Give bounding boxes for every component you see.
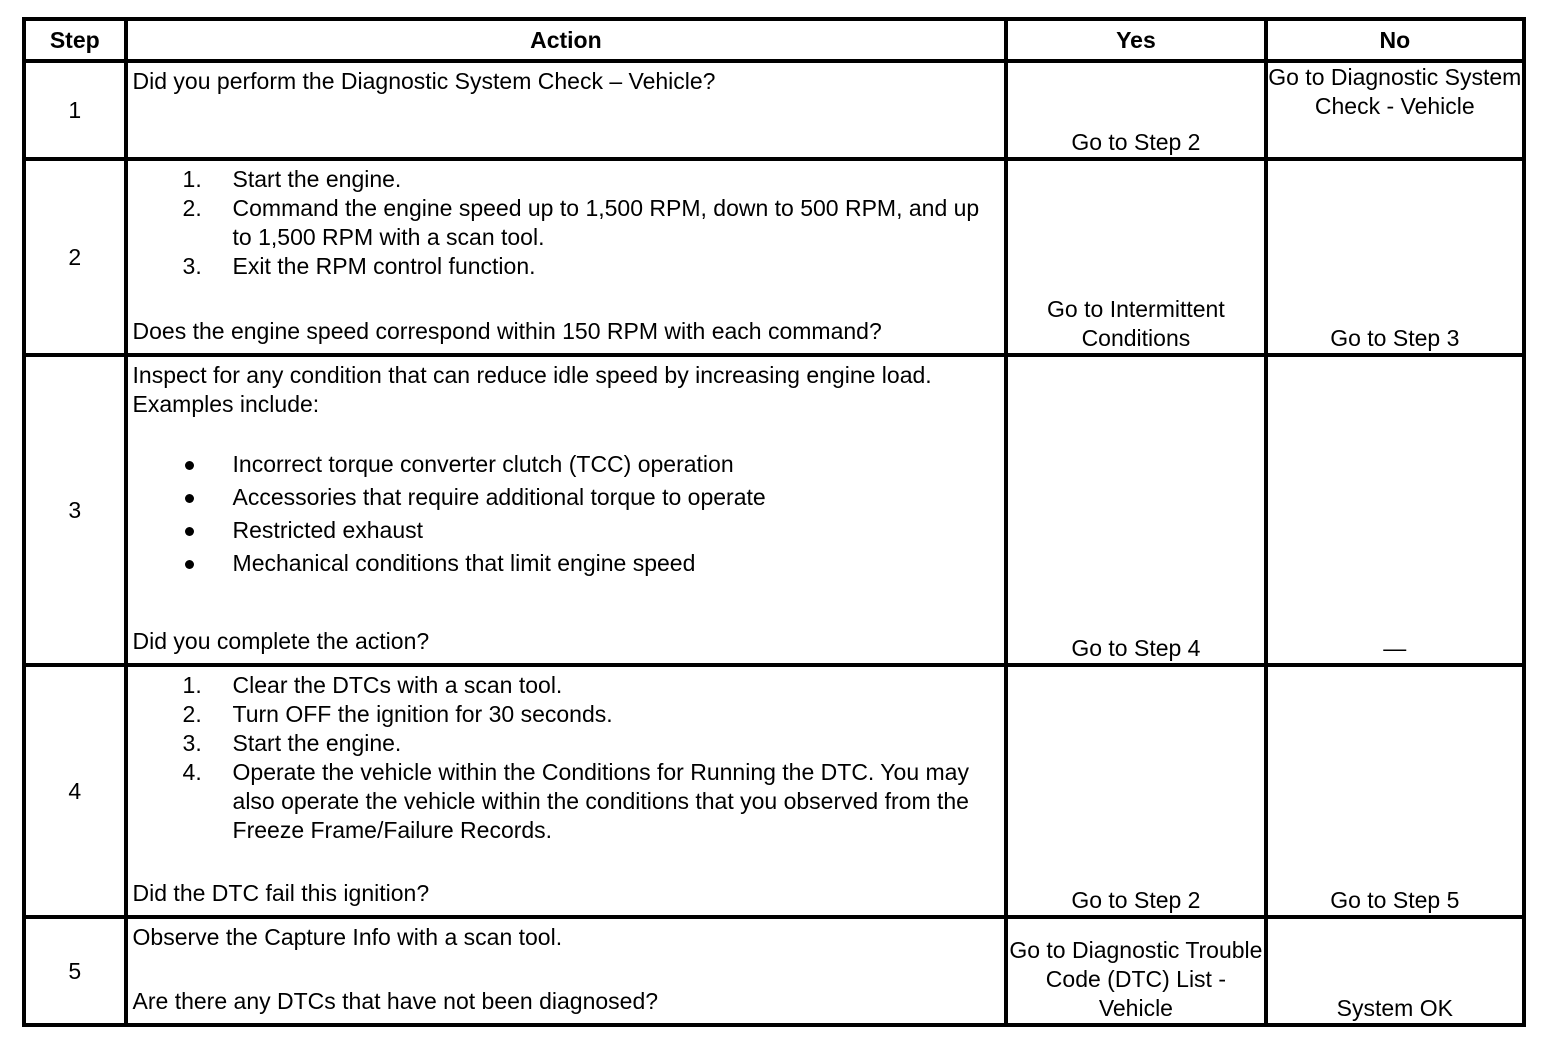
no-cell: — bbox=[1266, 355, 1524, 665]
list-item: Restricted exhaust bbox=[133, 516, 997, 545]
step-number: 1 bbox=[24, 61, 126, 159]
numbered-list bbox=[133, 165, 997, 281]
bullet-list bbox=[133, 450, 997, 582]
yes-cell: Go to Step 4 bbox=[1006, 355, 1265, 665]
list-item: 3. Exit the RPM control function. bbox=[182, 253, 536, 279]
action-text: Observe the Capture Info with a scan tool. bbox=[132, 924, 563, 950]
list-item: 3. Start the engine. bbox=[182, 730, 402, 756]
table-row bbox=[24, 917, 1524, 1025]
list-item: Incorrect torque converter clutch (TCC) operation bbox=[133, 450, 997, 479]
yes-cell: Go to Step 2 bbox=[1006, 61, 1265, 159]
header-row bbox=[24, 19, 1524, 61]
list-item: 1. Clear the DTCs with a scan tool. bbox=[182, 672, 563, 698]
list-item: Accessories that require additional torque to operate bbox=[133, 483, 997, 512]
header-yes: Yes bbox=[1006, 19, 1265, 61]
yes-cell: Go to Diagnostic Trouble Code (DTC) List - Vehicle bbox=[1006, 917, 1265, 1025]
list-item: 4. Operate the vehicle within the Conditions for Running the DTC. You may also operate the vehicle within the conditions that you observed from the Freeze Frame/Failure Records. bbox=[182, 759, 969, 843]
step-number: 5 bbox=[24, 917, 126, 1025]
no-cell: Go to Step 3 bbox=[1266, 159, 1524, 355]
question-text: Did you complete the action? bbox=[132, 628, 430, 654]
question-text: Are there any DTCs that have not been diagnosed? bbox=[132, 988, 659, 1014]
numbered-list bbox=[133, 671, 997, 845]
list-item: 2. Turn OFF the ignition for 30 seconds. bbox=[182, 701, 613, 727]
list-item: 1. Start the engine. bbox=[182, 166, 402, 192]
action-cell bbox=[126, 665, 1007, 917]
step-number: 3 bbox=[24, 355, 126, 665]
header-no: No bbox=[1266, 19, 1524, 61]
step-number: 4 bbox=[24, 665, 126, 917]
no-cell: System OK bbox=[1266, 917, 1524, 1025]
question-text: Did the DTC fail this ignition? bbox=[132, 880, 430, 906]
yes-cell: Go to Intermittent Conditions bbox=[1006, 159, 1265, 355]
action-text: Inspect for any condition that can reduce idle speed by increasing engine load. Examples include: bbox=[132, 362, 932, 417]
action-text: Did you perform the Diagnostic System Check – Vehicle? bbox=[132, 68, 716, 94]
step-number: 2 bbox=[24, 159, 126, 355]
table-row bbox=[24, 159, 1524, 355]
diagnostic-table bbox=[22, 17, 1526, 1027]
action-cell bbox=[126, 61, 1007, 159]
yes-cell: Go to Step 2 bbox=[1006, 665, 1265, 917]
no-cell: Go to Step 5 bbox=[1266, 665, 1524, 917]
table-row bbox=[24, 355, 1524, 665]
action-cell bbox=[126, 917, 1007, 1025]
header-action: Action bbox=[126, 19, 1007, 61]
table-row bbox=[24, 61, 1524, 159]
no-cell: Go to Diagnostic System Check - Vehicle bbox=[1266, 61, 1524, 159]
action-cell bbox=[126, 355, 1007, 665]
list-item: 2. Command the engine speed up to 1,500 RPM, down to 500 RPM, and up to 1,500 RPM with a scan tool. bbox=[182, 195, 980, 250]
action-cell bbox=[126, 159, 1007, 355]
question-text: Does the engine speed correspond within 150 RPM with each command? bbox=[132, 318, 882, 344]
header-step: Step bbox=[24, 19, 126, 61]
table-row bbox=[24, 665, 1524, 917]
list-item: Mechanical conditions that limit engine speed bbox=[133, 549, 997, 578]
